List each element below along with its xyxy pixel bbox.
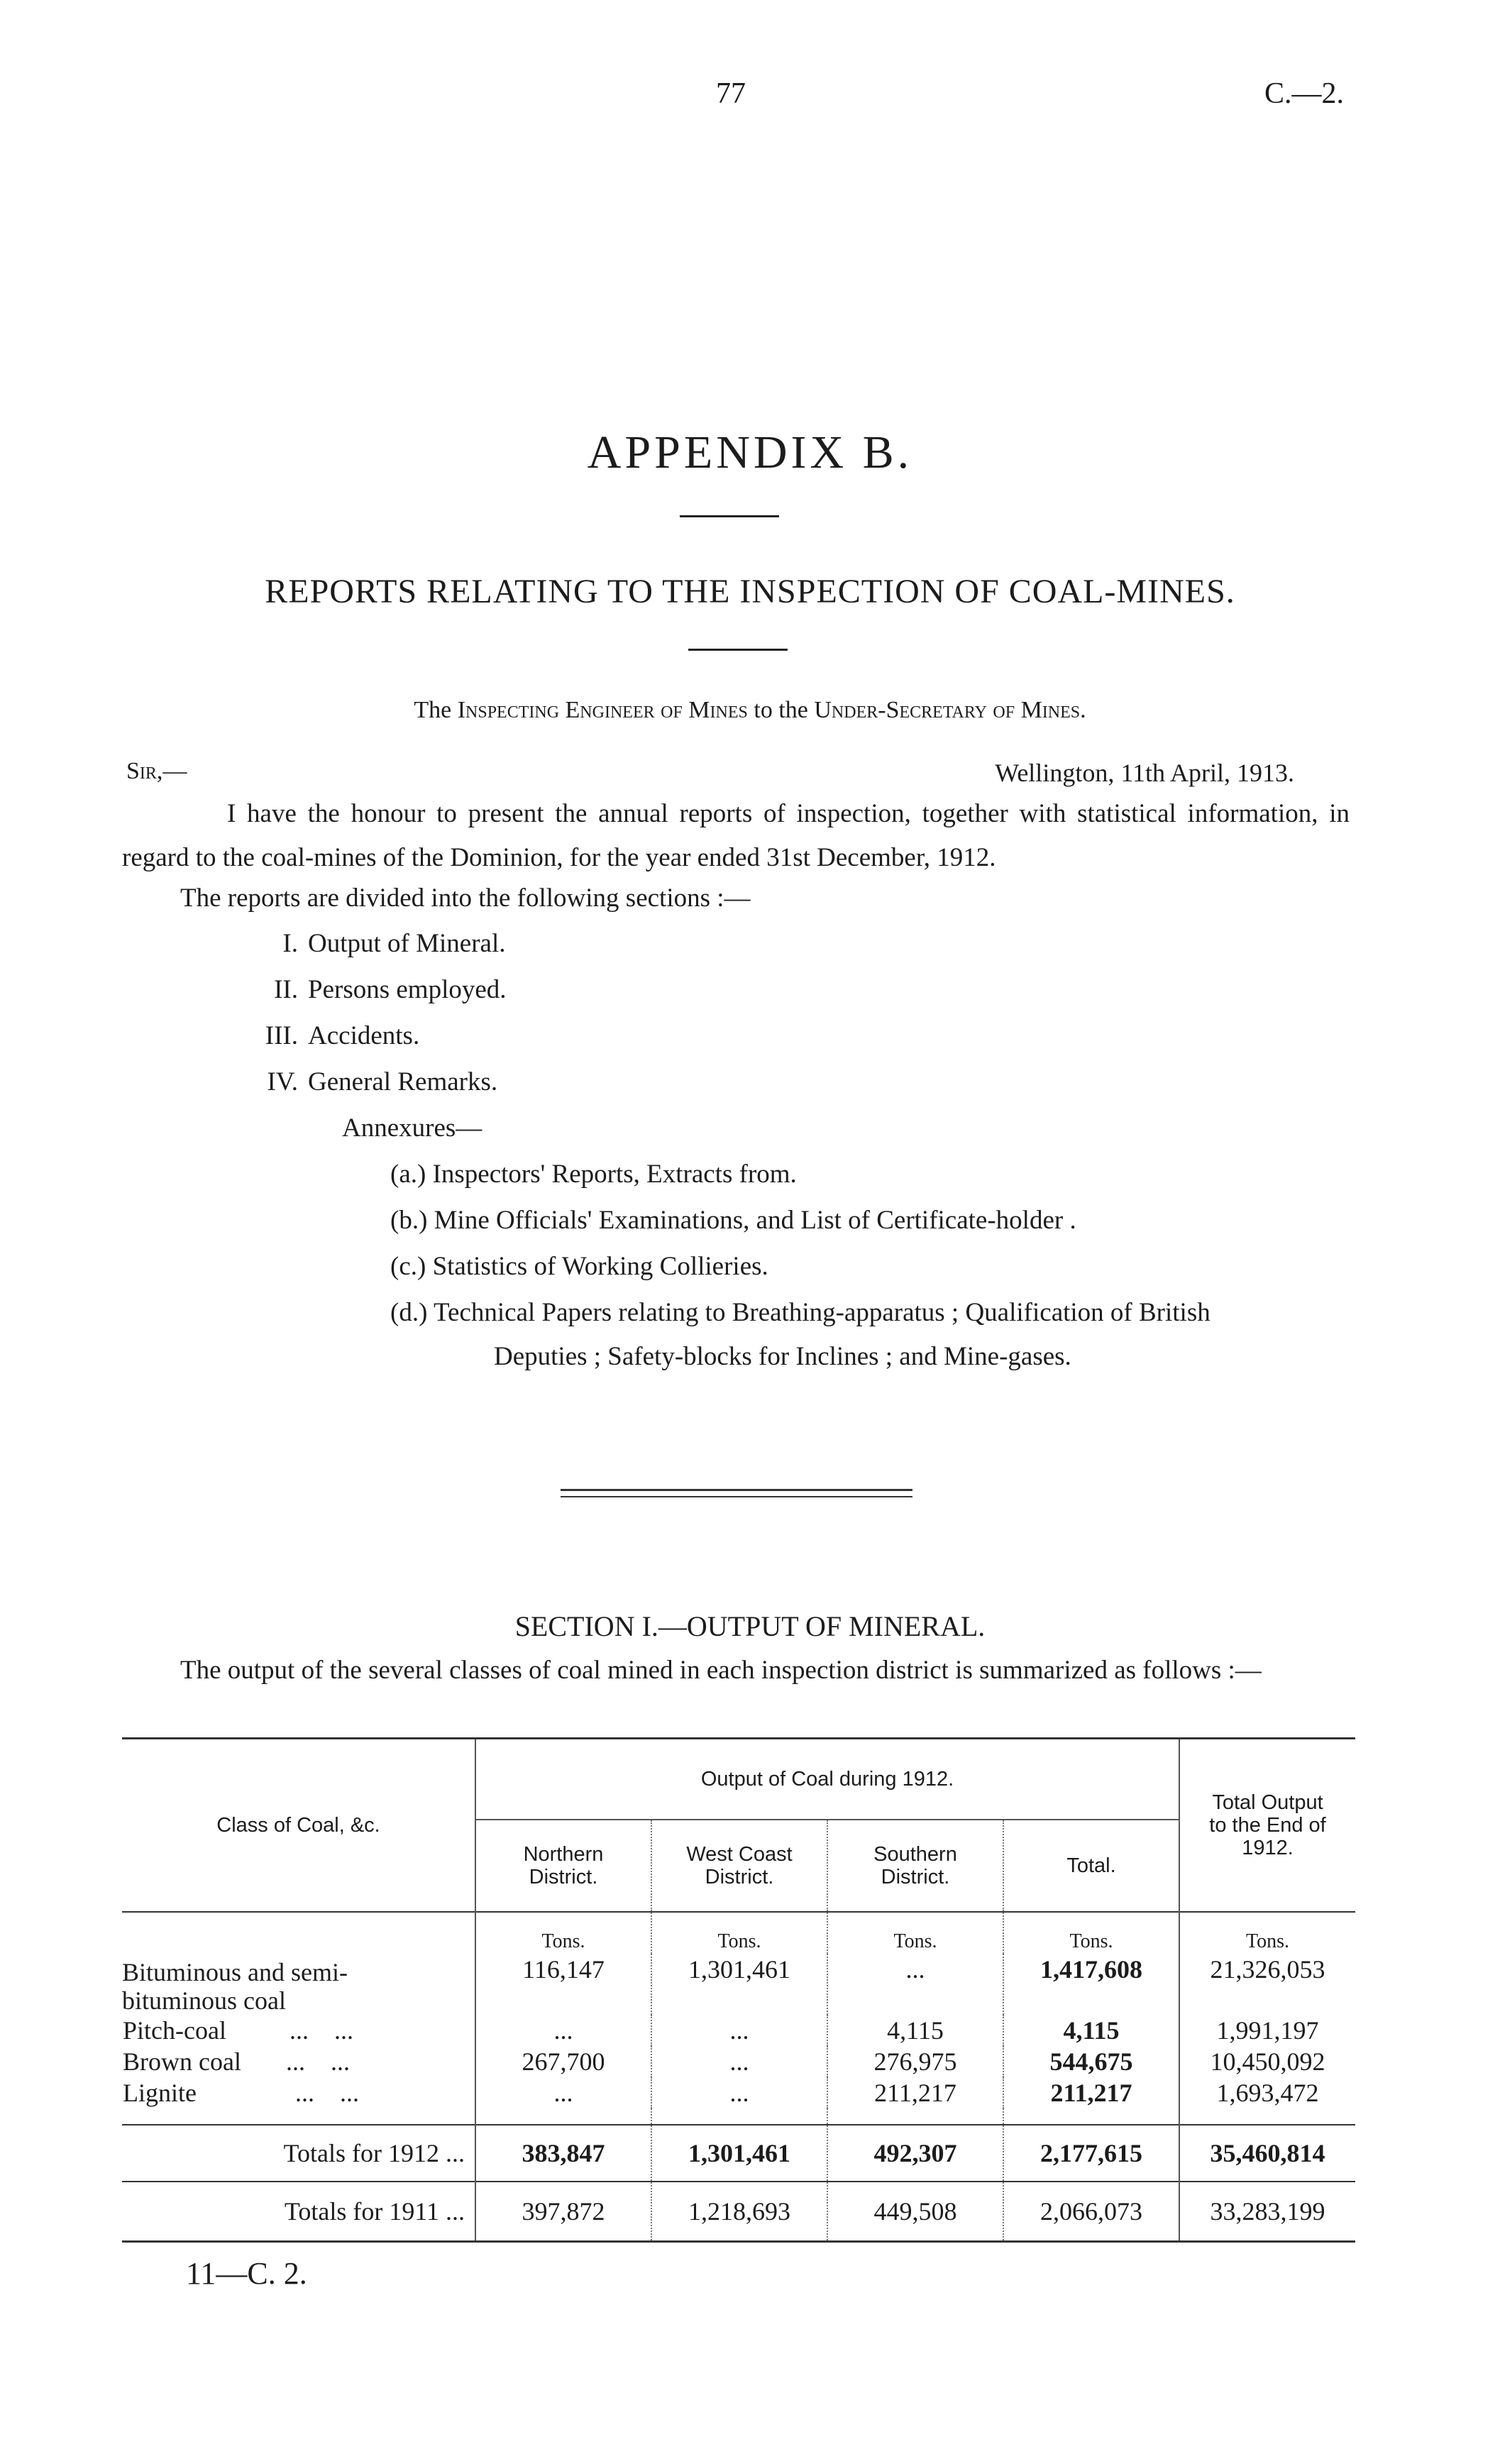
section-list-item: II. Persons employed.	[274, 975, 507, 1004]
address-to-word: to the	[754, 697, 808, 723]
cell-total-to-end: 35,460,814	[1210, 2139, 1325, 2167]
section-separator	[561, 1496, 912, 1497]
column-group-header: Output of Coal during 1912.	[475, 1739, 1179, 1820]
column-header-class: Class of Coal, &c.	[122, 1739, 475, 1913]
coal-output-table	[122, 1737, 1355, 2243]
cell-west-coast: 1,301,461	[651, 1954, 827, 2015]
cell-northern: ...	[475, 2077, 651, 2108]
address-from: Inspecting Engineer of Mines	[457, 697, 748, 723]
section-list-item: I. Output of Mineral.	[282, 929, 506, 958]
table-row	[122, 1954, 1355, 2015]
cell-total: 4,115	[1003, 2015, 1179, 2046]
unit-label: Tons.	[651, 1912, 827, 1954]
intro-paragraph: I have the honour to present the annual reports of inspection, together with statistical information, in regard to the coal-mines of the Dominion, for the year ended 31st December, 1912.	[122, 799, 1350, 872]
divider-rule	[680, 515, 779, 517]
cell-southern: 492,307	[827, 2125, 1003, 2182]
cell-northern: ...	[475, 2015, 651, 2046]
cell-southern: 211,217	[827, 2077, 1003, 2108]
table-row	[122, 2015, 1355, 2046]
totals-row-1912	[122, 2125, 1355, 2182]
cell-total: 1,417,608	[1003, 1954, 1179, 2015]
cell-west-coast: ...	[651, 2077, 827, 2108]
annexure-item: (b.) Mine Officials' Examinations, and List of Certificate-holder .	[390, 1206, 1076, 1235]
cell-total-to-end: 21,326,053	[1210, 1955, 1325, 1984]
row-label: Lignite ... ...	[122, 2077, 475, 2108]
annexure-item: (d.) Technical Papers relating to Breathing-apparatus ; Qualification of British	[390, 1298, 1211, 1327]
divider-rule	[688, 649, 788, 651]
column-header-total-to-end: Total Output to the End of 1912.	[1209, 1791, 1326, 1859]
cell-west-coast: 1,218,693	[651, 2182, 827, 2242]
column-header-northern: Northern District.	[475, 1820, 651, 1912]
cell-total: 211,217	[1003, 2077, 1179, 2108]
footer-signature-ref: 11—C. 2.	[186, 2256, 307, 2291]
letter-date: Wellington, 11th April, 1913.	[995, 759, 1294, 787]
cell-total-to-end: 1,991,197	[1216, 2016, 1319, 2045]
cell-total: 2,177,615	[1003, 2125, 1179, 2182]
annexure-item: (a.) Inspectors' Reports, Extracts from.	[390, 1160, 797, 1189]
row-label: Totals for 1911 ...	[122, 2182, 475, 2242]
appendix-title: APPENDIX B.	[587, 427, 913, 478]
cell-southern: 276,975	[827, 2046, 1003, 2077]
cell-northern: 397,872	[475, 2182, 651, 2242]
page-number: 77	[716, 77, 746, 110]
annexure-item: (c.) Statistics of Working Collieries.	[390, 1252, 768, 1281]
salutation: Sir,—	[126, 758, 187, 784]
annexure-continuation: Deputies ; Safety-blocks for Inclines ; and Mine-gases.	[494, 1342, 1071, 1371]
cell-west-coast: ...	[651, 2015, 827, 2046]
cell-southern: 449,508	[827, 2182, 1003, 2242]
cell-total-to-end: 1,693,472	[1216, 2079, 1319, 2107]
totals-row-1911	[122, 2182, 1355, 2242]
cell-total-to-end: 33,283,199	[1210, 2197, 1325, 2226]
cell-total-to-end: 10,450,092	[1210, 2047, 1325, 2076]
cell-west-coast: 1,301,461	[651, 2125, 827, 2182]
row-label: Totals for 1912 ...	[122, 2125, 475, 2182]
row-label: Bituminous and semi-bituminous coal	[122, 1954, 475, 2015]
cell-northern: 267,700	[475, 2046, 651, 2077]
cell-total: 544,675	[1003, 2046, 1179, 2077]
column-header-total: Total.	[1003, 1820, 1179, 1912]
row-label: Pitch-coal ... ...	[122, 2015, 475, 2046]
cell-northern: 116,147	[475, 1954, 651, 2015]
address-to: Under-Secretary of Mines.	[814, 697, 1086, 723]
column-header-southern: Southern District.	[827, 1820, 1003, 1912]
section-list-item: IV. General Remarks.	[267, 1067, 498, 1096]
cell-southern: 4,115	[827, 2015, 1003, 2046]
unit-label: Tons.	[827, 1912, 1003, 1954]
address-the: The	[414, 697, 452, 723]
unit-label: Tons.	[1003, 1912, 1179, 1954]
section-heading: SECTION I.—OUTPUT OF MINERAL.	[514, 1610, 986, 1642]
annexures-label: Annexures—	[342, 1113, 482, 1143]
section-separator	[561, 1489, 912, 1491]
cell-southern: ...	[827, 1954, 1003, 2015]
document-reference: C.—2.	[1264, 77, 1344, 110]
main-title: REPORTS RELATING TO THE INSPECTION OF COAL-MINES.	[265, 573, 1235, 610]
row-label: Brown coal ... ...	[122, 2046, 475, 2077]
address-line	[0, 697, 1500, 724]
unit-label: Tons.	[475, 1912, 651, 1954]
section-list-item: III. Accidents.	[265, 1021, 420, 1050]
cell-total: 2,066,073	[1003, 2182, 1179, 2242]
section-intro: The output of the several classes of coal mined in each inspection district is summarized as follows :—	[180, 1656, 1262, 1685]
cell-west-coast: ...	[651, 2046, 827, 2077]
unit-label: Tons.	[1245, 1930, 1290, 1952]
table-row	[122, 2077, 1355, 2108]
sections-intro: The reports are divided into the following sections :—	[180, 884, 751, 913]
column-header-west-coast: West Coast District.	[651, 1820, 827, 1912]
cell-northern: 383,847	[475, 2125, 651, 2182]
table-row	[122, 2046, 1355, 2077]
